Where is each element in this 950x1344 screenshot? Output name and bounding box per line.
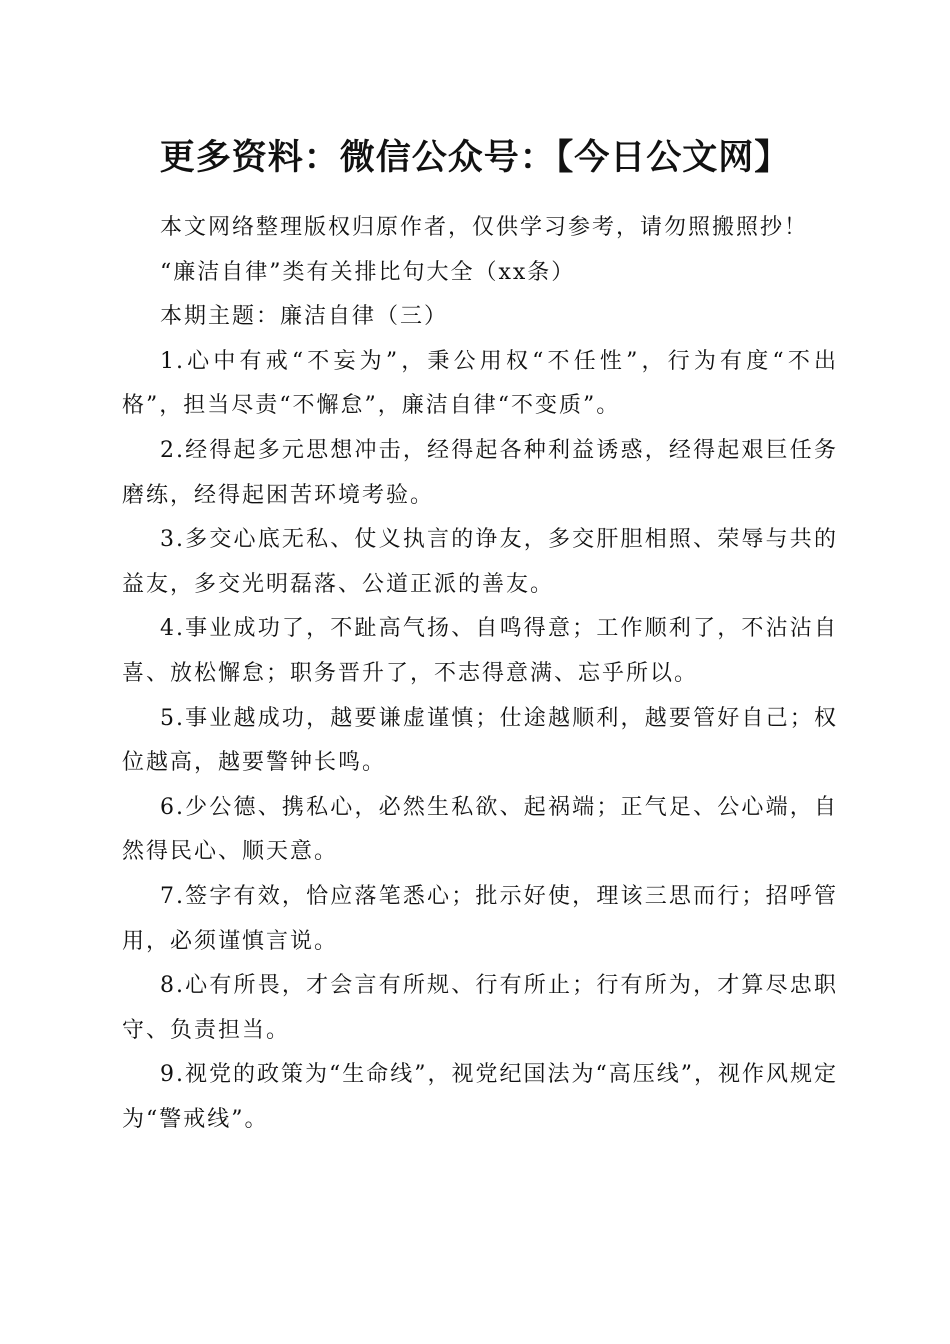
list-item: 7.签字有效，恰应落笔悉心；批示好使，理该三思而行；招呼管用，必须谨慎言说。 (122, 883, 838, 954)
list-item: 9.视党的政策为“生命线”，视党纪国法为“高压线”，视作风规定为“警戒线”。 (122, 1062, 838, 1132)
list-item: 2.经得起多元思想冲击，经得起各种利益诱惑，经得起艰巨任务磨练，经得起困苦环境考验。 (122, 437, 838, 508)
header-title: 更多资料：微信公众号：【今日公文网】 (159, 137, 791, 178)
list-item: 5.事业越成功，越要谦虚谨慎；仕途越顺利，越要管好自己；权位越高，越要警钟长鸣。 (122, 705, 838, 776)
list-item: 4.事业成功了，不趾高气扬、自鸣得意；工作顺利了，不沾沾自喜、放松懈怠；职务晋升了，不志得意满、忘乎所以。 (122, 616, 838, 686)
list-item: 1.心中有戒“不妄为”，秉公用权“不任性”，行为有度“不出格”，担当尽责“不懈怠”，廉洁自律“不变质”。 (122, 348, 838, 419)
document-title: “廉洁自律”类有关排比句大全（xx条） (160, 259, 576, 285)
copyright-notice: 本文网络整理版权归原作者，仅供学习参考，请勿照搬照抄！ (160, 215, 809, 240)
document-body (122, 206, 838, 1142)
list-item: 8.心有所畏，才会言有所规、行有所止；行有所为，才算尽忠职守、负责担当。 (122, 973, 838, 1043)
list-item: 6.少公德、携私心，必然生私欲、起祸端；正气足、公心端，自然得民心、顺天意。 (122, 794, 838, 865)
topic-line: 本期主题：廉洁自律（三） (160, 304, 449, 330)
list-item: 3.多交心底无私、仗义执言的诤友，多交肝胆相照、荣辱与共的益友，多交光明磊落、公道正派的善友。 (122, 527, 838, 597)
